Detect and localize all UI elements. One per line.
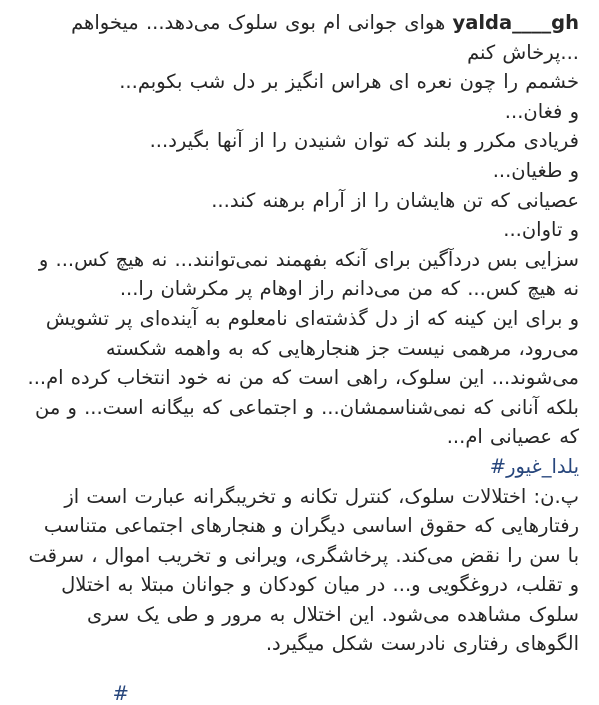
caption-line: فریادی مکرر و بلند که توان شنیدن را از آنها بگیرد... bbox=[149, 129, 579, 153]
caption-line: عصیانی که تن هایشان را از آرام برهنه کند... bbox=[211, 188, 579, 212]
caption-line: خشمم را چون نعره ای هراس انگیز بر دل شب بکوبم... bbox=[119, 70, 579, 94]
hashtag-link[interactable]: #یلدا_غیور bbox=[489, 454, 579, 478]
caption-line: که عصیانی ام... bbox=[446, 425, 579, 449]
cut-off-next-line: # bbox=[112, 682, 129, 705]
caption-line: و برای این کینه که از دل گذشته‌ای نامعلوم به آینده‌ای پر تشویش bbox=[45, 306, 579, 330]
caption-line: بلکه آنانی که نمی‌شناسمشان... و اجتماعی که بیگانه است... و من bbox=[34, 395, 579, 419]
post-caption bbox=[20, 8, 579, 659]
caption-line: و طغیان... bbox=[492, 158, 579, 182]
username-link[interactable]: yalda____gh bbox=[452, 11, 579, 34]
caption-line: سزایی بس دردآگین برای آنکه بفهمند نمی‌توانند... نه هیچ کس... و bbox=[38, 247, 579, 271]
footnote-line: سلوک مشاهده می‌شود. این اختلال به مرور و طی یک سری bbox=[86, 602, 579, 626]
caption-line: و فغان... bbox=[504, 99, 579, 123]
footnote-body bbox=[20, 482, 579, 660]
footnote-line: پ.ن: اختلالات سلوک، کنترل تکانه و تخریبگرانه عبارت است از bbox=[64, 484, 579, 508]
caption-body bbox=[20, 38, 579, 452]
footnote-line: رفتارهایی که حقوق اساسی دیگران و هنجارهای اجتماعی متناسب bbox=[43, 514, 579, 538]
caption-line: ...پرخاش کنم bbox=[467, 40, 579, 64]
caption-line: می‌رود، مرهمی نیست جز هنجارهایی که به واهمه شکسته bbox=[105, 336, 579, 360]
footnote-line: و تقلب، دروغگویی و... در میان کودکان و جوانان مبتلا به اختلال bbox=[61, 573, 579, 597]
footnote-line: با سن را نقض می‌کند. پرخاشگری، ویرانی و تخریب اموال ، سرقت bbox=[28, 543, 579, 567]
caption-first-line bbox=[20, 8, 579, 38]
footnote-line: الگوهای رفتاری نادرست شکل میگیرد. bbox=[265, 632, 579, 656]
caption-line: و تاوان... bbox=[503, 218, 579, 242]
hashtag-line bbox=[20, 452, 579, 482]
caption-line: نه هیچ کس... که من می‌دانم راز اوهام پر مکرشان را... bbox=[119, 277, 579, 301]
caption-line: می‌شوند... این سلوک، راهی است که من نه خود انتخاب کرده ام... bbox=[27, 366, 579, 390]
caption-first-line-text: هوای جوانی ام بوی سلوک می‌دهد... میخواهم bbox=[71, 11, 453, 34]
